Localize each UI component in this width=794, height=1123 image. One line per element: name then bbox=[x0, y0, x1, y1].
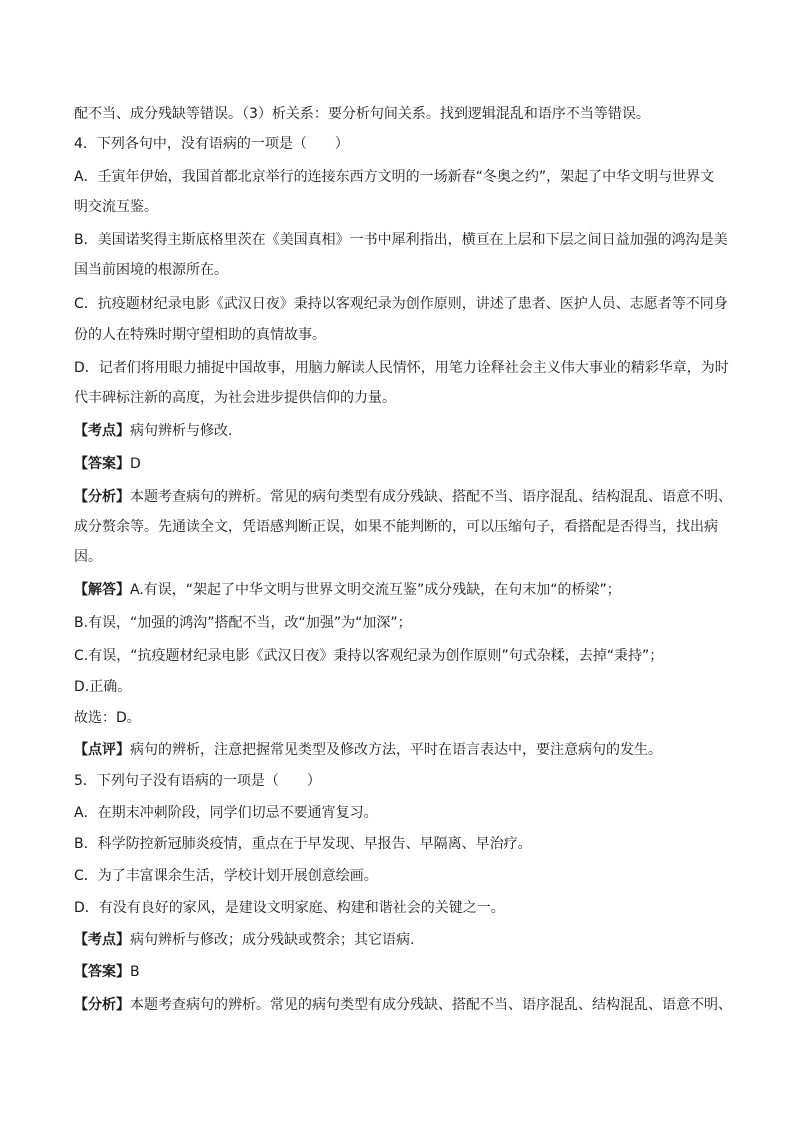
section-tag: 【解答】 bbox=[74, 582, 130, 598]
option-b-line bbox=[74, 230, 734, 250]
option-a-line bbox=[74, 803, 734, 823]
section-tag: 【点评】 bbox=[74, 742, 130, 758]
text-line bbox=[74, 388, 734, 408]
text-line bbox=[74, 197, 734, 217]
analysis-line bbox=[74, 487, 734, 507]
line-text: C．为了丰富课余生活，学校计划开展创意绘画。 bbox=[74, 868, 378, 884]
option-b-line bbox=[74, 834, 734, 854]
kaodian-line bbox=[74, 421, 734, 441]
line-text: 病句的辨析，注意把握常见类型及修改方法，平时在语言表达中，要注意病句的发生。 bbox=[130, 742, 662, 758]
line-text: 因。 bbox=[74, 549, 102, 565]
line-text: D．有没有良好的家风，是建设文明家庭、构建和谐社会的关键之一。 bbox=[74, 900, 505, 916]
solution-line bbox=[74, 580, 734, 600]
section-tag: 【考点】 bbox=[74, 932, 130, 948]
question-4-stem bbox=[74, 134, 734, 154]
analysis-line bbox=[74, 995, 734, 1015]
line-text: A．在期末冲刺阶段，同学们切忌不要通宵复习。 bbox=[74, 805, 378, 821]
text-line bbox=[74, 646, 734, 666]
text-line bbox=[74, 260, 734, 280]
line-text: 4．下列各句中，没有语病的一项是（ ） bbox=[74, 136, 349, 152]
text-line bbox=[74, 547, 734, 567]
section-tag: 【考点】 bbox=[74, 423, 130, 439]
question-5-stem bbox=[74, 771, 734, 791]
line-text: 本题考查病句的辨析。常见的病句类型有成分残缺、搭配不当、语序混乱、结构混乱、语意不明、 bbox=[130, 997, 732, 1013]
section-tag: 【答案】 bbox=[74, 964, 130, 980]
option-a-line bbox=[74, 167, 734, 187]
option-c-line bbox=[74, 866, 734, 886]
kaodian-line bbox=[74, 930, 734, 950]
line-text: A.有误，“架起了中华文明与世界文明交流互鉴”成分残缺，在句末加“的桥梁”； bbox=[130, 582, 621, 598]
line-text: C．抗疫题材纪录电影《武汉日夜》秉持以客观纪录为创作原则，讲述了患者、医护人员、志愿者等不同身 bbox=[74, 296, 728, 312]
section-tag: 【分析】 bbox=[74, 997, 130, 1013]
line-text: D bbox=[130, 456, 141, 472]
section-tag: 【答案】 bbox=[74, 456, 130, 472]
line-text: 份的人在特殊时期守望相助的真情故事。 bbox=[74, 327, 326, 343]
line-text: 故选：D。 bbox=[74, 710, 141, 726]
answer-line bbox=[74, 454, 734, 474]
answer-line bbox=[74, 962, 734, 982]
line-text: D．记者们将用眼力捕捉中国故事，用脑力解读人民情怀，用笔力诠释社会主义伟大事业的精彩华章，为时 bbox=[74, 360, 729, 376]
line-text: C.有误，“抗疫题材纪录电影《武汉日夜》秉持以客观纪录为创作原则”句式杂糅，去掉“秉持”； bbox=[74, 648, 664, 664]
line-text: B.有误，“加强的鸿沟”搭配不当，改“加强”为“加深”； bbox=[74, 615, 412, 631]
line-text: D.正确。 bbox=[74, 679, 132, 695]
text-line bbox=[74, 104, 734, 124]
line-text: 代丰碑标注新的高度，为社会进步提供信仰的力量。 bbox=[74, 390, 396, 406]
option-c-line bbox=[74, 294, 734, 314]
line-text: 本题考查病句的辨析。常见的病句类型有成分残缺、搭配不当、语序混乱、结构混乱、语意不明、 bbox=[130, 489, 732, 505]
option-d-line bbox=[74, 358, 734, 378]
line-text: A．壬寅年伊始，我国首都北京举行的连接东西方文明的一场新春“冬奥之约”，架起了中华文明与世界文 bbox=[74, 169, 715, 185]
line-text: 成分赘余等。先通读全文，凭语感判断正误，如果不能判断的，可以压缩句子，看搭配是否得当，找出病 bbox=[74, 519, 718, 535]
text-line bbox=[74, 708, 734, 728]
line-text: 配不当、成分残缺等错误。（3）析关系：要分析句间关系。找到逻辑混乱和语序不当等错误。 bbox=[74, 106, 650, 122]
text-line bbox=[74, 613, 734, 633]
line-text: 明交流互鉴。 bbox=[74, 199, 158, 215]
line-text: B．美国诺奖得主斯底格里茨在《美国真相》一书中犀利指出，横亘在上层和下层之间日益加强的鸿沟是美 bbox=[74, 232, 728, 248]
option-d-line bbox=[74, 898, 734, 918]
line-text: 病句辨析与修改；成分残缺或赘余；其它语病. bbox=[130, 932, 415, 948]
text-line bbox=[74, 517, 734, 537]
line-text: 国当前困境的根源所在。 bbox=[74, 262, 228, 278]
section-tag: 【分析】 bbox=[74, 489, 130, 505]
line-text: 病句辨析与修改. bbox=[130, 423, 233, 439]
text-line bbox=[74, 677, 734, 697]
comment-line bbox=[74, 740, 734, 760]
text-line bbox=[74, 325, 734, 345]
line-text: B．科学防控新冠肺炎疫情，重点在于早发现、早报告、早隔离、早治疗。 bbox=[74, 836, 532, 852]
line-text: 5．下列句子没有语病的一项是（ ） bbox=[74, 773, 321, 789]
line-text: B bbox=[130, 964, 140, 980]
